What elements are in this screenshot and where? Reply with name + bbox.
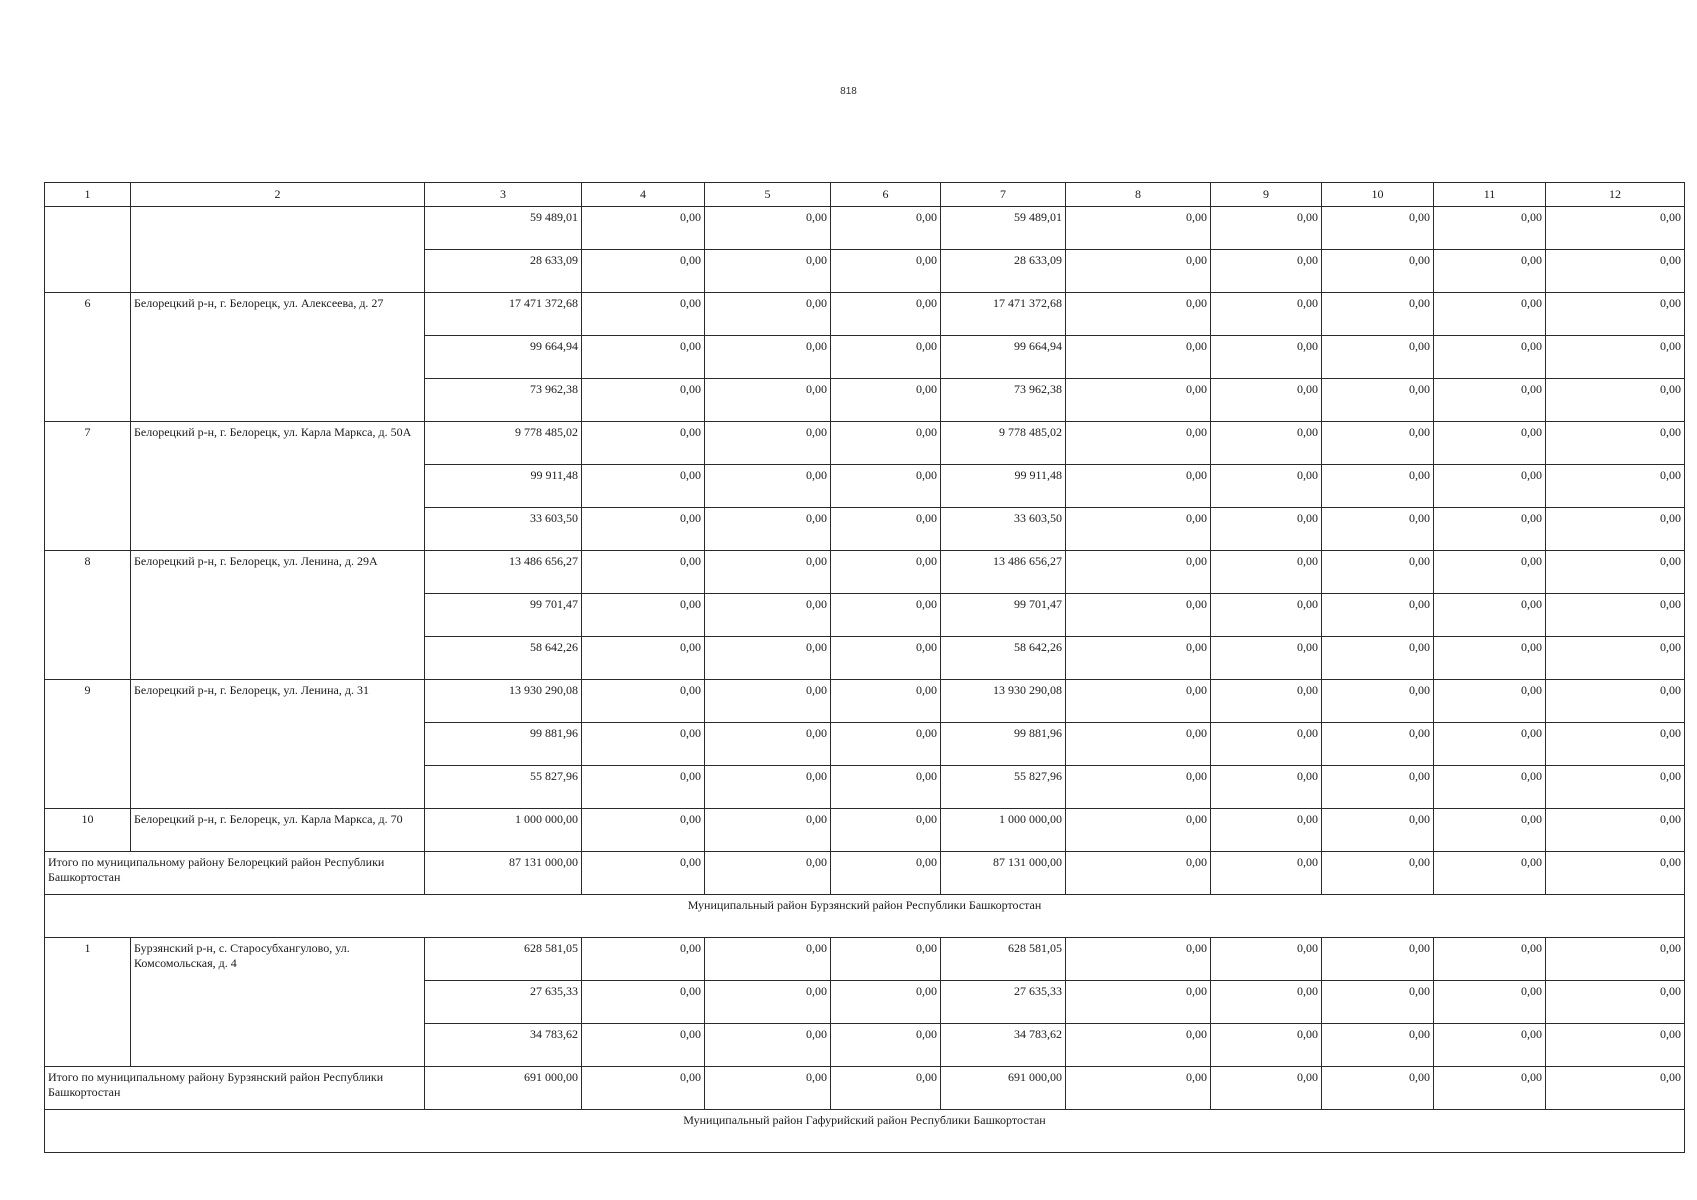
amount-cell: 0,00 xyxy=(705,594,831,637)
column-header: 9 xyxy=(1211,183,1322,207)
amount-cell: 0,00 xyxy=(1322,422,1434,465)
amount-cell: 0,00 xyxy=(582,207,705,250)
amount-cell: 0,00 xyxy=(1546,336,1685,379)
table-row xyxy=(45,293,1685,336)
amount-cell: 0,00 xyxy=(1434,1024,1546,1067)
column-header: 2 xyxy=(131,183,425,207)
amount-cell: 0,00 xyxy=(1434,379,1546,422)
amount-cell: 0,00 xyxy=(1322,250,1434,293)
amount-cell: 0,00 xyxy=(1066,508,1211,551)
amount-cell: 628 581,05 xyxy=(941,938,1066,981)
amount-cell: 0,00 xyxy=(1211,680,1322,723)
budget-table xyxy=(44,182,1685,1153)
amount-cell: 0,00 xyxy=(1322,637,1434,680)
amount-cell: 0,00 xyxy=(1211,422,1322,465)
amount-cell: 0,00 xyxy=(1434,551,1546,594)
amount-cell: 99 701,47 xyxy=(941,594,1066,637)
amount-cell: 0,00 xyxy=(831,250,941,293)
amount-cell: 0,00 xyxy=(1546,594,1685,637)
amount-cell: 0,00 xyxy=(1434,1067,1546,1110)
amount-cell: 0,00 xyxy=(1546,508,1685,551)
amount-cell: 0,00 xyxy=(1066,207,1211,250)
amount-cell: 99 881,96 xyxy=(425,723,582,766)
amount-cell: 0,00 xyxy=(1546,809,1685,852)
amount-cell: 0,00 xyxy=(1546,551,1685,594)
amount-cell: 0,00 xyxy=(705,809,831,852)
amount-cell: 0,00 xyxy=(1322,938,1434,981)
amount-cell: 0,00 xyxy=(831,293,941,336)
amount-cell: 0,00 xyxy=(705,379,831,422)
amount-cell: 0,00 xyxy=(1322,508,1434,551)
amount-cell: 0,00 xyxy=(1211,852,1322,895)
amount-cell: 0,00 xyxy=(1322,465,1434,508)
amount-cell: 99 881,96 xyxy=(941,723,1066,766)
amount-cell: 28 633,09 xyxy=(941,250,1066,293)
amount-cell: 99 911,48 xyxy=(425,465,582,508)
amount-cell: 0,00 xyxy=(1322,766,1434,809)
amount-cell: 0,00 xyxy=(831,207,941,250)
amount-cell: 0,00 xyxy=(1211,250,1322,293)
amount-cell: 0,00 xyxy=(1546,207,1685,250)
column-header: 5 xyxy=(705,183,831,207)
amount-cell: 0,00 xyxy=(1066,680,1211,723)
amount-cell: 0,00 xyxy=(705,1024,831,1067)
amount-cell: 0,00 xyxy=(705,852,831,895)
amount-cell: 0,00 xyxy=(1434,680,1546,723)
amount-cell: 691 000,00 xyxy=(941,1067,1066,1110)
amount-cell: 0,00 xyxy=(1066,852,1211,895)
amount-cell: 0,00 xyxy=(1066,723,1211,766)
amount-cell: 0,00 xyxy=(1066,422,1211,465)
table-row xyxy=(45,551,1685,594)
amount-cell: 0,00 xyxy=(705,637,831,680)
amount-cell: 0,00 xyxy=(1211,207,1322,250)
amount-cell: 17 471 372,68 xyxy=(941,293,1066,336)
amount-cell: 0,00 xyxy=(1322,1067,1434,1110)
amount-cell: 0,00 xyxy=(1546,766,1685,809)
amount-cell: 17 471 372,68 xyxy=(425,293,582,336)
table-row xyxy=(45,938,1685,981)
amount-cell: 27 635,33 xyxy=(425,981,582,1024)
column-header: 3 xyxy=(425,183,582,207)
address-cell: Белорецкий р-н, г. Белорецк, ул. Карла Маркса, д. 70 xyxy=(131,809,425,852)
amount-cell: 0,00 xyxy=(1211,508,1322,551)
address-cell: Белорецкий р-н, г. Белорецк, ул. Ленина, д. 31 xyxy=(131,680,425,809)
amount-cell: 0,00 xyxy=(1546,1067,1685,1110)
amount-cell: 0,00 xyxy=(831,723,941,766)
amount-cell: 13 930 290,08 xyxy=(425,680,582,723)
amount-cell: 0,00 xyxy=(1211,594,1322,637)
table-row xyxy=(45,422,1685,465)
amount-cell: 13 486 656,27 xyxy=(425,551,582,594)
amount-cell: 58 642,26 xyxy=(941,637,1066,680)
amount-cell: 59 489,01 xyxy=(941,207,1066,250)
amount-cell: 0,00 xyxy=(582,938,705,981)
amount-cell: 55 827,96 xyxy=(941,766,1066,809)
amount-cell: 0,00 xyxy=(1434,508,1546,551)
amount-cell: 0,00 xyxy=(1211,723,1322,766)
amount-cell: 0,00 xyxy=(1434,465,1546,508)
amount-cell: 0,00 xyxy=(1434,336,1546,379)
amount-cell: 0,00 xyxy=(831,508,941,551)
amount-cell: 0,00 xyxy=(582,293,705,336)
amount-cell: 0,00 xyxy=(831,422,941,465)
amount-cell: 0,00 xyxy=(582,508,705,551)
amount-cell: 0,00 xyxy=(1066,379,1211,422)
total-row xyxy=(45,852,1685,895)
row-number-cell: 10 xyxy=(45,809,131,852)
amount-cell: 0,00 xyxy=(1322,1024,1434,1067)
amount-cell: 0,00 xyxy=(1546,637,1685,680)
amount-cell: 0,00 xyxy=(582,637,705,680)
amount-cell: 9 778 485,02 xyxy=(425,422,582,465)
section-row xyxy=(45,895,1685,938)
total-label-cell: Итого по муниципальному району Бурзянский район Республики Башкортостан xyxy=(45,1067,425,1110)
amount-cell: 0,00 xyxy=(1211,981,1322,1024)
amount-cell: 0,00 xyxy=(831,465,941,508)
amount-cell: 0,00 xyxy=(705,422,831,465)
amount-cell: 0,00 xyxy=(831,809,941,852)
row-number-cell xyxy=(45,207,131,293)
row-number-cell: 9 xyxy=(45,680,131,809)
column-header: 6 xyxy=(831,183,941,207)
amount-cell: 87 131 000,00 xyxy=(425,852,582,895)
amount-cell: 0,00 xyxy=(1322,379,1434,422)
amount-cell: 0,00 xyxy=(705,293,831,336)
amount-cell: 0,00 xyxy=(705,723,831,766)
amount-cell: 0,00 xyxy=(1434,250,1546,293)
column-header: 11 xyxy=(1434,183,1546,207)
amount-cell: 0,00 xyxy=(1211,809,1322,852)
amount-cell: 55 827,96 xyxy=(425,766,582,809)
amount-cell: 0,00 xyxy=(831,1067,941,1110)
amount-cell: 0,00 xyxy=(831,379,941,422)
amount-cell: 0,00 xyxy=(1434,766,1546,809)
amount-cell: 0,00 xyxy=(1066,465,1211,508)
amount-cell: 0,00 xyxy=(582,465,705,508)
amount-cell: 0,00 xyxy=(1322,336,1434,379)
amount-cell: 0,00 xyxy=(705,336,831,379)
amount-cell: 0,00 xyxy=(1066,594,1211,637)
amount-cell: 0,00 xyxy=(1066,809,1211,852)
address-cell: Белорецкий р-н, г. Белорецк, ул. Карла Маркса, д. 50А xyxy=(131,422,425,551)
amount-cell: 0,00 xyxy=(1066,293,1211,336)
amount-cell: 0,00 xyxy=(582,379,705,422)
amount-cell: 0,00 xyxy=(1546,250,1685,293)
amount-cell: 0,00 xyxy=(705,938,831,981)
amount-cell: 0,00 xyxy=(831,680,941,723)
amount-cell: 0,00 xyxy=(582,422,705,465)
amount-cell: 0,00 xyxy=(582,250,705,293)
amount-cell: 1 000 000,00 xyxy=(941,809,1066,852)
amount-cell: 0,00 xyxy=(1211,293,1322,336)
amount-cell: 99 701,47 xyxy=(425,594,582,637)
amount-cell: 0,00 xyxy=(1434,723,1546,766)
amount-cell: 0,00 xyxy=(705,1067,831,1110)
amount-cell: 0,00 xyxy=(1211,465,1322,508)
amount-cell: 28 633,09 xyxy=(425,250,582,293)
amount-cell: 0,00 xyxy=(1211,1067,1322,1110)
amount-cell: 0,00 xyxy=(1322,207,1434,250)
amount-cell: 0,00 xyxy=(582,766,705,809)
amount-cell: 0,00 xyxy=(582,551,705,594)
amount-cell: 0,00 xyxy=(1066,938,1211,981)
table-row xyxy=(45,207,1685,250)
amount-cell: 0,00 xyxy=(831,852,941,895)
amount-cell: 0,00 xyxy=(582,336,705,379)
table-row xyxy=(45,809,1685,852)
amount-cell: 73 962,38 xyxy=(941,379,1066,422)
amount-cell: 0,00 xyxy=(705,680,831,723)
table-body xyxy=(45,207,1685,1153)
total-label-cell: Итого по муниципальному району Белорецкий район Республики Башкортостан xyxy=(45,852,425,895)
amount-cell: 0,00 xyxy=(1322,594,1434,637)
amount-cell: 58 642,26 xyxy=(425,637,582,680)
amount-cell: 0,00 xyxy=(705,508,831,551)
amount-cell: 0,00 xyxy=(831,766,941,809)
amount-cell: 0,00 xyxy=(582,1024,705,1067)
amount-cell: 0,00 xyxy=(582,680,705,723)
amount-cell: 0,00 xyxy=(1434,594,1546,637)
amount-cell: 87 131 000,00 xyxy=(941,852,1066,895)
amount-cell: 34 783,62 xyxy=(941,1024,1066,1067)
amount-cell: 628 581,05 xyxy=(425,938,582,981)
section-heading-cell: Муниципальный район Гафурийский район Республики Башкортостан xyxy=(45,1110,1685,1153)
amount-cell: 0,00 xyxy=(1211,637,1322,680)
address-cell: Белорецкий р-н, г. Белорецк, ул. Алексеева, д. 27 xyxy=(131,293,425,422)
amount-cell: 0,00 xyxy=(1546,465,1685,508)
amount-cell: 0,00 xyxy=(1066,1024,1211,1067)
address-cell xyxy=(131,207,425,293)
total-row xyxy=(45,1067,1685,1110)
amount-cell: 33 603,50 xyxy=(425,508,582,551)
amount-cell: 0,00 xyxy=(1322,809,1434,852)
amount-cell: 13 486 656,27 xyxy=(941,551,1066,594)
amount-cell: 0,00 xyxy=(1066,1067,1211,1110)
amount-cell: 0,00 xyxy=(705,766,831,809)
amount-cell: 0,00 xyxy=(1434,207,1546,250)
row-number-cell: 8 xyxy=(45,551,131,680)
amount-cell: 0,00 xyxy=(1211,938,1322,981)
row-number-cell: 7 xyxy=(45,422,131,551)
section-heading-cell: Муниципальный район Бурзянский район Республики Башкортостан xyxy=(45,895,1685,938)
amount-cell: 0,00 xyxy=(1546,1024,1685,1067)
row-number-cell: 1 xyxy=(45,938,131,1067)
column-header: 8 xyxy=(1066,183,1211,207)
amount-cell: 0,00 xyxy=(1546,981,1685,1024)
amount-cell: 0,00 xyxy=(831,981,941,1024)
column-header: 4 xyxy=(582,183,705,207)
amount-cell: 0,00 xyxy=(1066,336,1211,379)
amount-cell: 0,00 xyxy=(1434,981,1546,1024)
column-number-row xyxy=(45,183,1685,207)
amount-cell: 0,00 xyxy=(831,637,941,680)
amount-cell: 0,00 xyxy=(582,1067,705,1110)
amount-cell: 1 000 000,00 xyxy=(425,809,582,852)
amount-cell: 0,00 xyxy=(582,809,705,852)
amount-cell: 73 962,38 xyxy=(425,379,582,422)
amount-cell: 0,00 xyxy=(1322,852,1434,895)
amount-cell: 0,00 xyxy=(1434,852,1546,895)
amount-cell: 0,00 xyxy=(582,981,705,1024)
column-header: 10 xyxy=(1322,183,1434,207)
amount-cell: 0,00 xyxy=(1434,637,1546,680)
column-header: 1 xyxy=(45,183,131,207)
amount-cell: 99 911,48 xyxy=(941,465,1066,508)
amount-cell: 0,00 xyxy=(1434,938,1546,981)
amount-cell: 0,00 xyxy=(831,336,941,379)
amount-cell: 0,00 xyxy=(1322,293,1434,336)
amount-cell: 0,00 xyxy=(1546,723,1685,766)
column-header: 7 xyxy=(941,183,1066,207)
amount-cell: 0,00 xyxy=(582,852,705,895)
table-row xyxy=(45,680,1685,723)
amount-cell: 0,00 xyxy=(831,938,941,981)
amount-cell: 0,00 xyxy=(1434,293,1546,336)
amount-cell: 0,00 xyxy=(1546,852,1685,895)
amount-cell: 0,00 xyxy=(1322,551,1434,594)
amount-cell: 0,00 xyxy=(705,551,831,594)
amount-cell: 9 778 485,02 xyxy=(941,422,1066,465)
amount-cell: 0,00 xyxy=(1211,379,1322,422)
amount-cell: 0,00 xyxy=(1066,551,1211,594)
amount-cell: 0,00 xyxy=(1211,336,1322,379)
amount-cell: 0,00 xyxy=(1211,1024,1322,1067)
amount-cell: 0,00 xyxy=(831,1024,941,1067)
amount-cell: 0,00 xyxy=(582,594,705,637)
amount-cell: 0,00 xyxy=(1546,938,1685,981)
amount-cell: 0,00 xyxy=(1322,723,1434,766)
amount-cell: 0,00 xyxy=(1546,422,1685,465)
amount-cell: 0,00 xyxy=(831,551,941,594)
amount-cell: 0,00 xyxy=(1434,422,1546,465)
amount-cell: 0,00 xyxy=(1066,637,1211,680)
row-number-cell: 6 xyxy=(45,293,131,422)
section-row xyxy=(45,1110,1685,1153)
amount-cell: 0,00 xyxy=(705,250,831,293)
amount-cell: 0,00 xyxy=(705,465,831,508)
amount-cell: 0,00 xyxy=(1211,551,1322,594)
amount-cell: 0,00 xyxy=(1066,766,1211,809)
amount-cell: 99 664,94 xyxy=(941,336,1066,379)
amount-cell: 99 664,94 xyxy=(425,336,582,379)
amount-cell: 34 783,62 xyxy=(425,1024,582,1067)
page-number: 818 xyxy=(840,86,857,97)
amount-cell: 0,00 xyxy=(1322,981,1434,1024)
amount-cell: 0,00 xyxy=(1322,680,1434,723)
amount-cell: 33 603,50 xyxy=(941,508,1066,551)
amount-cell: 0,00 xyxy=(1546,379,1685,422)
address-cell: Бурзянский р-н, с. Старосубхангулово, ул. Комсомольская, д. 4 xyxy=(131,938,425,1067)
amount-cell: 0,00 xyxy=(1546,680,1685,723)
amount-cell: 27 635,33 xyxy=(941,981,1066,1024)
amount-cell: 0,00 xyxy=(1211,766,1322,809)
amount-cell: 0,00 xyxy=(705,981,831,1024)
amount-cell: 13 930 290,08 xyxy=(941,680,1066,723)
amount-cell: 0,00 xyxy=(1066,250,1211,293)
amount-cell: 0,00 xyxy=(582,723,705,766)
address-cell: Белорецкий р-н, г. Белорецк, ул. Ленина, д. 29А xyxy=(131,551,425,680)
amount-cell: 0,00 xyxy=(831,594,941,637)
amount-cell: 0,00 xyxy=(1546,293,1685,336)
amount-cell: 0,00 xyxy=(705,207,831,250)
amount-cell: 0,00 xyxy=(1066,981,1211,1024)
amount-cell: 0,00 xyxy=(1434,809,1546,852)
column-header: 12 xyxy=(1546,183,1685,207)
amount-cell: 59 489,01 xyxy=(425,207,582,250)
amount-cell: 691 000,00 xyxy=(425,1067,582,1110)
